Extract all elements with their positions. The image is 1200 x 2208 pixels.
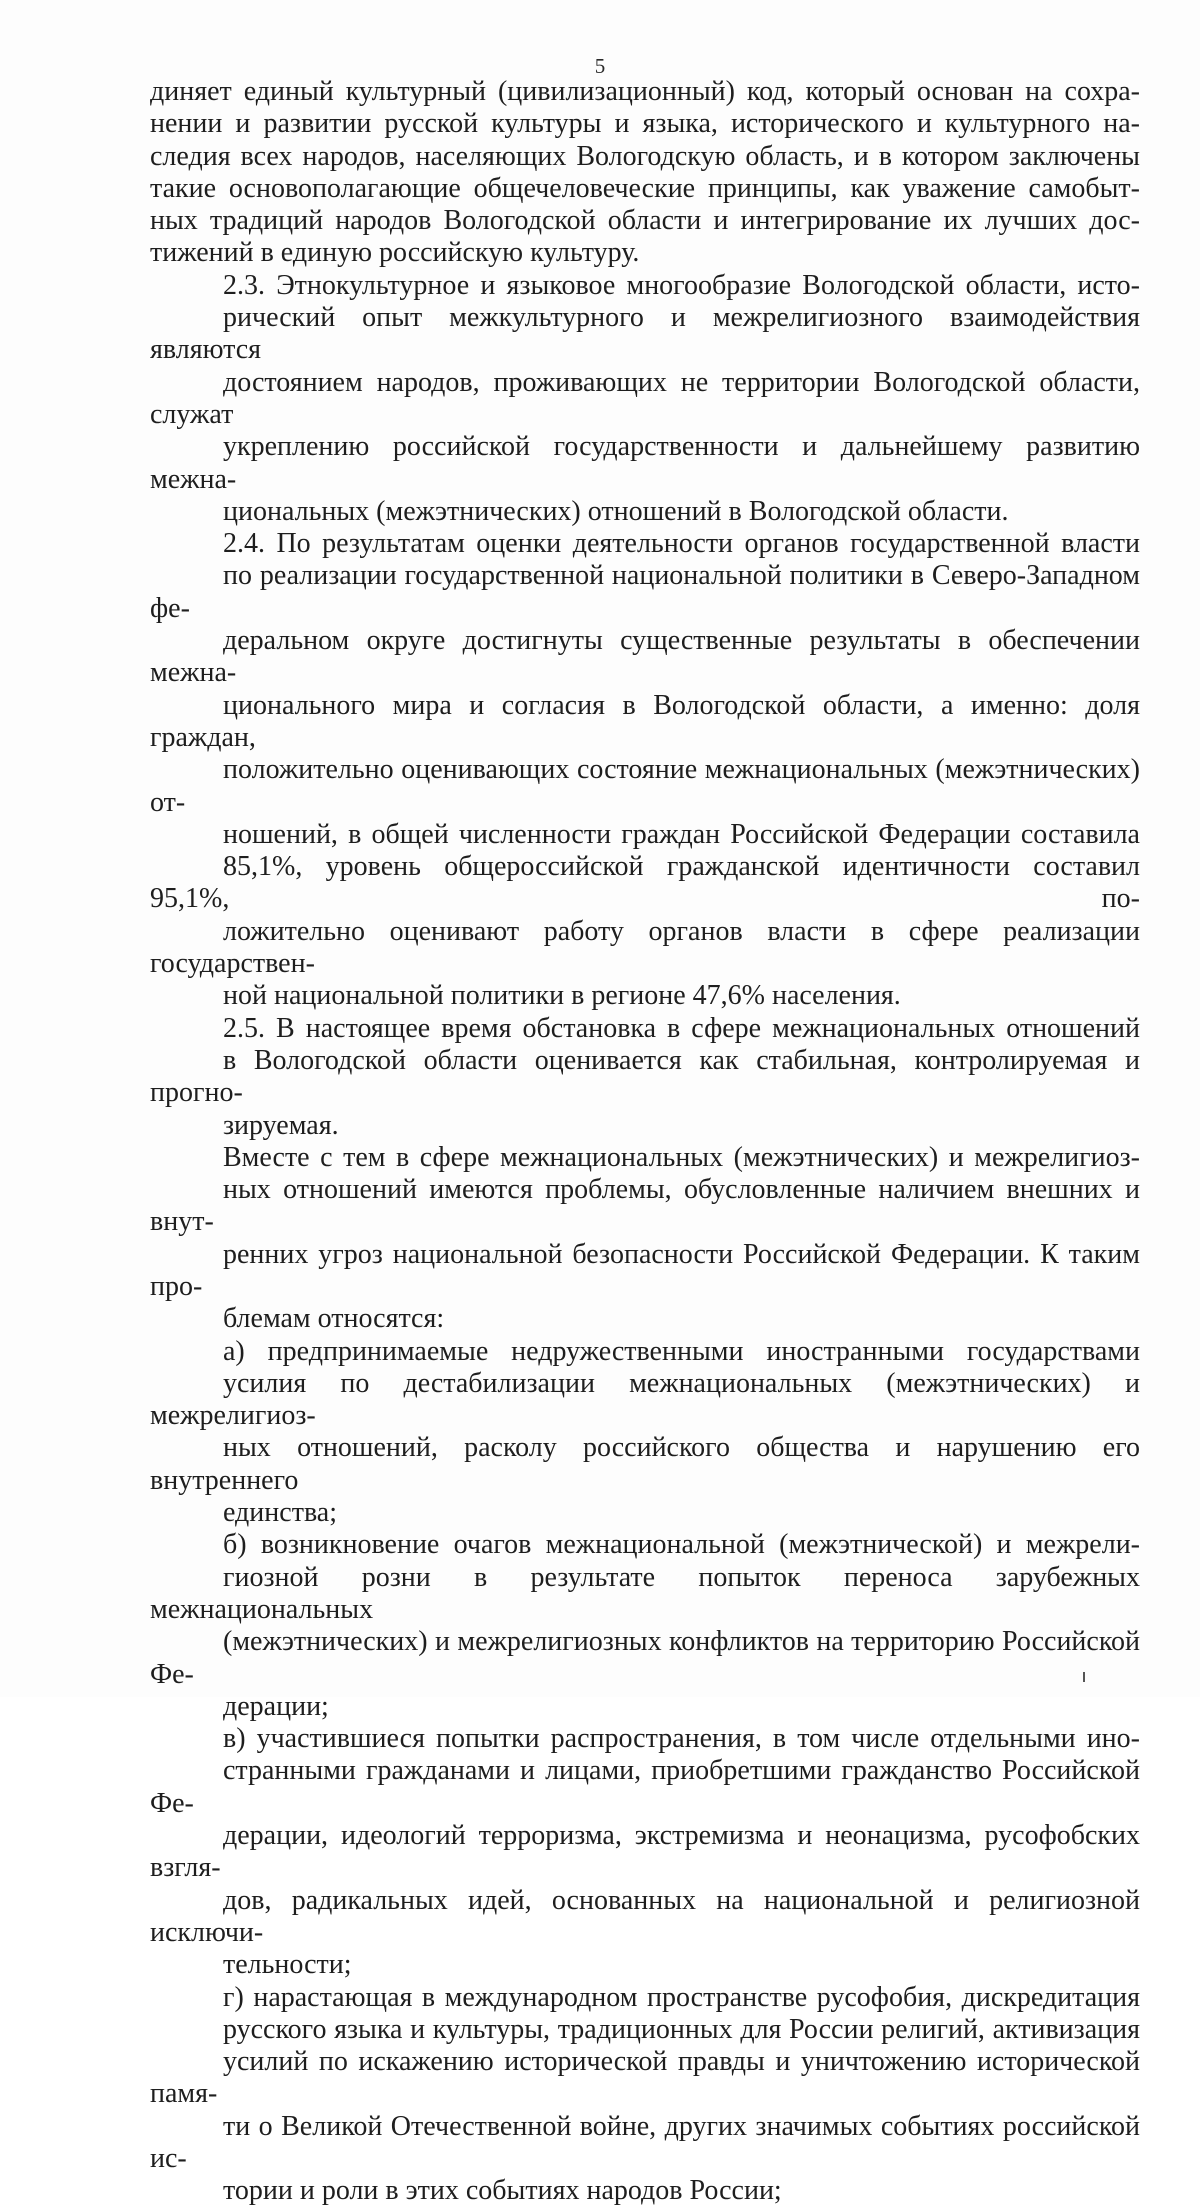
text-line: положительно оценивающих состояние межнациональных (межэтнических) от-: [150, 754, 1140, 818]
text-line: ложительно оценивают работу органов власти в сфере реализации государствен-: [150, 915, 1140, 980]
text-line: зируемая.: [223, 1109, 339, 1141]
text-line: деральном округе достигнуты существенные результаты в обеспечении межна-: [150, 625, 1140, 689]
text-line: циональных (межэтнических) отношений в Вологодской области.: [223, 495, 1009, 527]
text-line: 85,1%, уровень общероссийской гражданской идентичности составил 95,1%, по-: [150, 851, 1140, 915]
paragraph-p-item-g: [150, 1982, 1140, 2208]
scan-speck: [1083, 1672, 1085, 1682]
text-line: нении и развитии русской культуры и языка, исторического и культурного на-: [150, 108, 1140, 140]
text-line: г) нарастающая в международном пространстве русофобия, дискредитация: [223, 1981, 1140, 2013]
text-line: ных традиций народов Вологодской области и интегрирование их лучших дос-: [150, 205, 1140, 237]
text-line: б) возникновение очагов межнациональной (межэтнической) и межрели-: [223, 1529, 1140, 1561]
paragraph-p-2-5: [150, 1013, 1140, 1142]
text-line: тельности;: [223, 1949, 352, 1981]
text-line: единства;: [223, 1497, 337, 1529]
text-line: достоянием народов, проживающих не территории Вологодской области, служат: [150, 366, 1140, 430]
paragraph-p-continuation: [150, 76, 1140, 270]
document-body: [150, 76, 1140, 2208]
text-line: в Вологодской области оценивается как стабильная, контролируемая и прогно-: [150, 1044, 1140, 1109]
text-line: ренних угроз национальной безопасности Российской Федерации. К таким про-: [150, 1238, 1140, 1302]
text-line: русского языка и культуры, традиционных для России религий, активизация: [223, 2013, 1140, 2045]
paragraph-p-problems: [150, 1142, 1140, 1336]
text-line: такие основополагающие общечеловеческие принципы, как уважение самобыт-: [150, 172, 1140, 204]
text-line: усилия по дестабилизации межнациональных (межэтнических) и межрелигиоз-: [150, 1367, 1140, 1432]
paragraph-p-2-3: [150, 270, 1140, 528]
text-line: дов, радикальных идей, основанных на национальной и религиозной исключи-: [150, 1884, 1140, 1948]
text-line: ционального мира и согласия в Вологодской области, а именно: доля граждан,: [150, 689, 1140, 753]
paragraph-p-2-4: [150, 528, 1140, 1012]
text-line: а) предпринимаемые недружественными иностранными государствами: [223, 1335, 1140, 1367]
paragraph-p-item-b: [150, 1529, 1140, 1723]
text-line: 2.3. Этнокультурное и языковое многообразие Вологодской области, исто-: [223, 269, 1140, 301]
text-line: ных отношений, расколу российского общества и нарушению его внутреннего: [150, 1432, 1140, 1496]
text-line: гиозной розни в результате попыток переноса зарубежных межнациональных: [150, 1561, 1140, 1625]
text-line: 2.4. По результатам оценки деятельности органов государственной власти: [223, 528, 1140, 560]
text-line: следия всех народов, населяющих Вологодскую область, и в котором заключены: [150, 140, 1140, 172]
text-line: блемам относятся:: [223, 1303, 445, 1335]
text-line: ной национальной политики в регионе 47,6% населения.: [223, 980, 901, 1012]
text-line: (межэтнических) и межрелигиозных конфликтов на территорию Российской Фе-: [150, 1626, 1140, 1690]
text-line: дерации, идеологий терроризма, экстремизма и неонацизма, русофобских взгля-: [150, 1820, 1140, 1884]
text-line: по реализации государственной национальной политики в Северо-Западном фе-: [150, 560, 1140, 624]
paragraph-p-item-v: [150, 1723, 1140, 1981]
text-line: усилий по искажению исторической правды и уничтожению исторической памя-: [150, 2046, 1140, 2110]
text-line: 2.5. В настоящее время обстановка в сфере межнациональных отношений: [223, 1012, 1140, 1044]
paragraph-p-item-a: [150, 1336, 1140, 1530]
text-line: диняет единый культурный (цивилизационный) код, который основан на сохра-: [150, 76, 1140, 107]
text-line: рический опыт межкультурного и межрелигиозного взаимодействия являются: [150, 302, 1140, 366]
page-number: 5: [594, 54, 606, 78]
text-line: ных отношений имеются проблемы, обусловленные наличием внешних и внут-: [150, 1174, 1140, 1238]
text-line: тижений в единую российскую культуру.: [150, 237, 640, 269]
text-line: ношений, в общей численности граждан Российской Федерации составила: [223, 818, 1140, 850]
text-line: ти о Великой Отечественной войне, других значимых событиях российской ис-: [150, 2110, 1140, 2174]
text-line: дерации;: [223, 1690, 329, 1722]
text-line: тории и роли в этих событиях народов России;: [223, 2175, 782, 2207]
text-line: Вместе с тем в сфере межнациональных (межэтнических) и межрелигиоз-: [223, 1141, 1140, 1173]
text-line: странными гражданами и лицами, приобретшими гражданство Российской Фе-: [150, 1755, 1140, 1819]
text-line: укреплению российской государственности и дальнейшему развитию межна-: [150, 431, 1140, 495]
text-line: в) участившиеся попытки распространения, в том числе отдельными ино-: [223, 1723, 1140, 1755]
